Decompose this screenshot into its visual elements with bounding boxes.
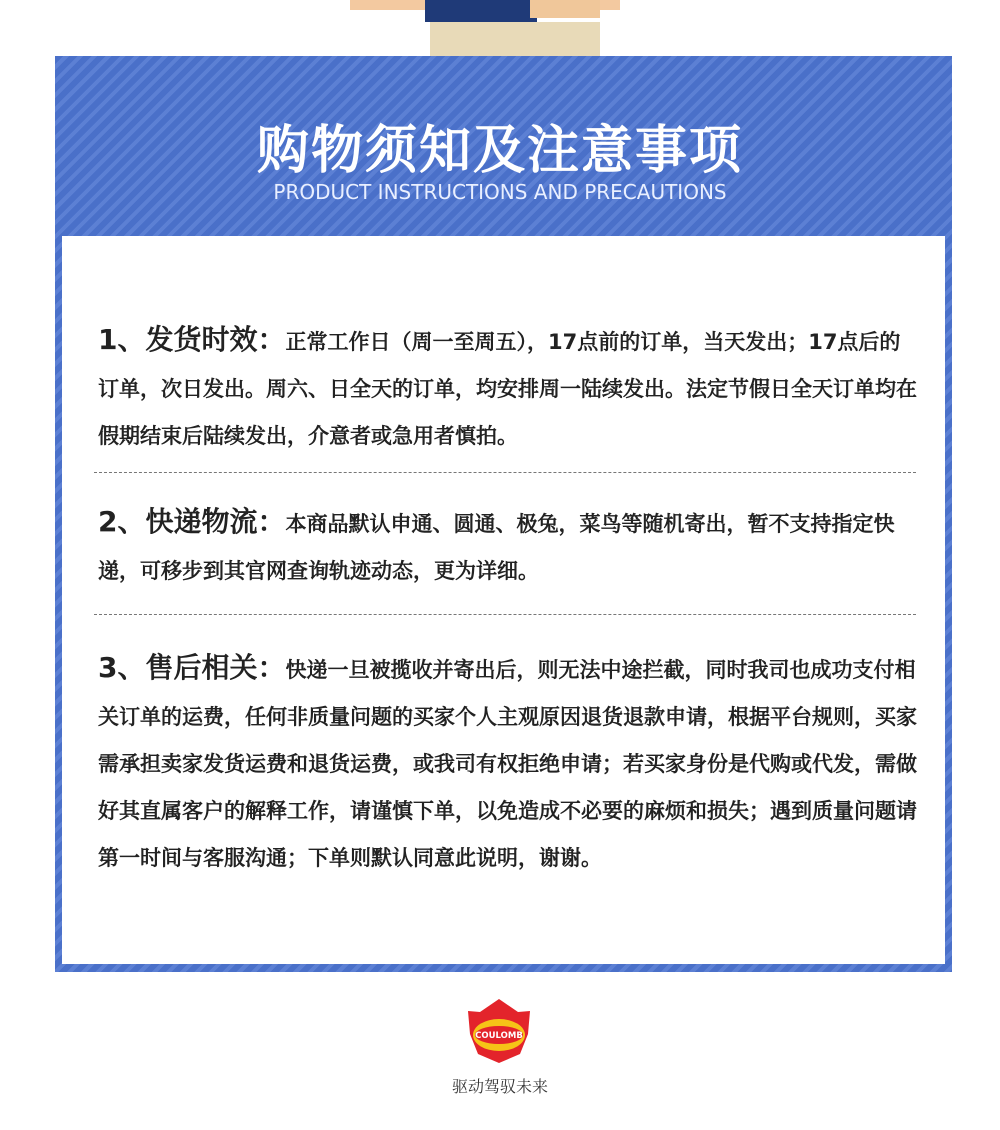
section-heading: 2、快递物流： [98, 505, 286, 538]
notice-card [62, 236, 945, 964]
page-subtitle: PRODUCT INSTRUCTIONS AND PRECAUTIONS [273, 180, 727, 204]
coulomb-logo [466, 998, 532, 1064]
notice-section-shipping [98, 316, 918, 460]
notice-section-after-sales [98, 644, 918, 882]
section-text: 本商品默认申通、圆通、极兔，菜鸟等随机寄出，暂不支持指定快递，可移步到其官网查询轨迹动态，更为详细。 [98, 512, 895, 583]
page-title: 购物须知及注意事项 [256, 121, 743, 181]
brand-slogan: 驱动驾驭未来 [451, 1077, 548, 1096]
section-text: 正常工作日（周一至周五），17点前的订单，当天发出；17点后的订单，次日发出。周六、日全天的订单，均安排周一陆续发出。法定节假日全天订单均在假期结束后陆续发出，介意者或急用者慎拍。 [98, 330, 917, 448]
section-text: 快递一旦被揽收并寄出后，则无法中途拦截，同时我司也成功支付相关订单的运费，任何非质量问题的买家个人主观原因退货退款申请，根据平台规则，买家需承担卖家发货运费和退货运费，或我司有权拒绝申请；若买家身份是代购或代发，需做好其直属客户的解释工作，请谨慎下单，以免造成不必要的麻烦和损失；遇到质量问题请第一时间与客服沟通；下单则默认同意此说明，谢谢。 [98, 658, 917, 870]
section-heading: 3、售后相关： [98, 651, 286, 684]
dashed-divider [94, 614, 916, 615]
character-illustration [350, 0, 620, 56]
section-heading: 1、发货时效： [98, 323, 286, 356]
dashed-divider [94, 472, 916, 473]
logo-wordmark: COULOMB [475, 1031, 523, 1041]
notice-section-logistics [98, 498, 918, 595]
